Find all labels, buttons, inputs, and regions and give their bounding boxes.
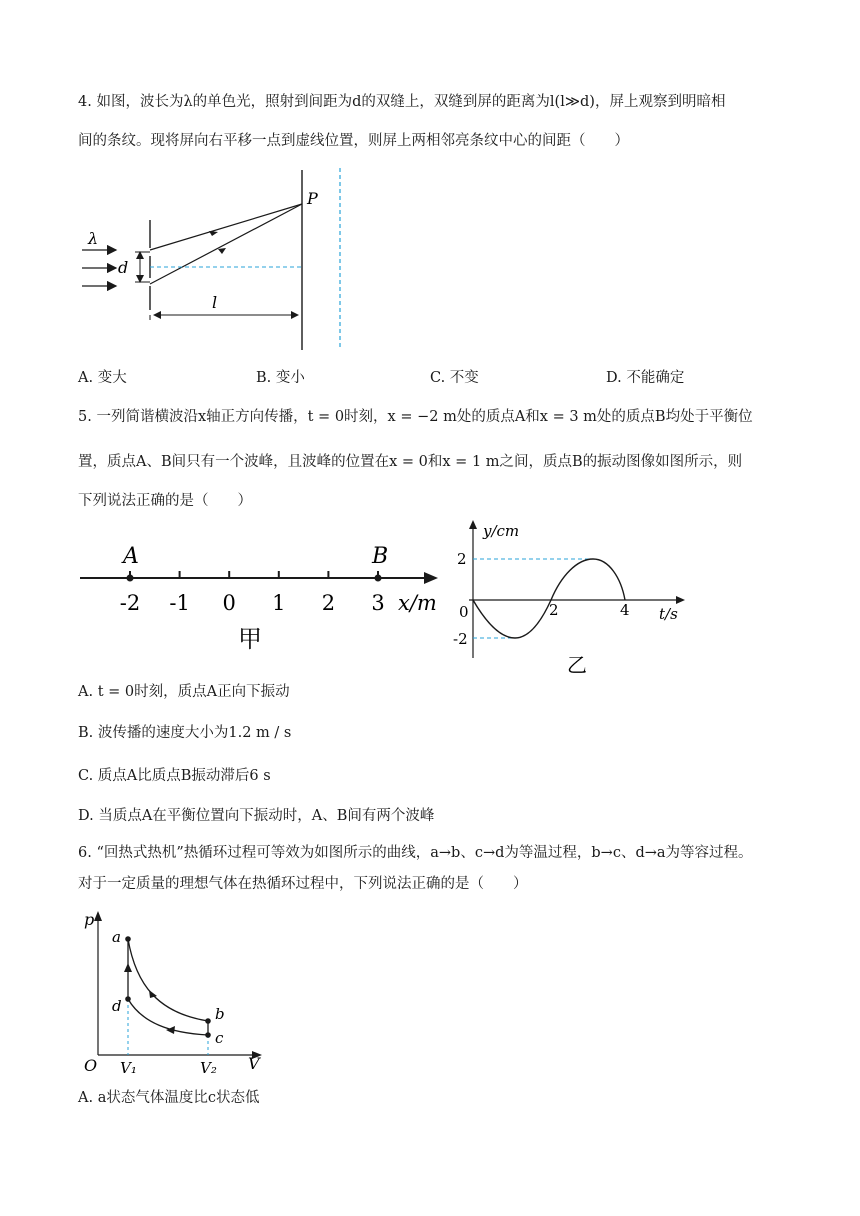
point-a-dot [127, 575, 134, 582]
q6-pv-diagram [78, 905, 278, 1080]
x-tick-label: 1 [272, 591, 286, 615]
q4-stem-line2: 间的条纹。现将屏向右平移一点到虚线位置，则屏上两相邻亮条纹中心的间距（ ） [78, 133, 629, 149]
v-label: V [248, 1054, 260, 1073]
q5-figure-jia [78, 530, 448, 660]
l-label: l [212, 293, 218, 312]
p-label: p [84, 910, 95, 929]
y-tick-neg2: -2 [453, 630, 468, 648]
x-tick-label: 0 [222, 591, 236, 615]
q4-option-c[interactable]: C. 不变 [430, 370, 479, 386]
t-tick-2: 2 [549, 601, 559, 619]
x-axis-label: x/m [398, 591, 437, 615]
x-tick-label: 3 [371, 591, 385, 615]
y-axis-label: y/cm [483, 522, 520, 540]
y-tick-2: 2 [457, 550, 467, 568]
q6-stem-line2: 对于一定质量的理想气体在热循环过程中，下列说法正确的是（ ） [78, 876, 528, 892]
p-label: P [307, 189, 318, 208]
x-tick-label: -1 [169, 591, 190, 615]
point-b-label: b [215, 1005, 225, 1023]
q5-stem-line1: 5. 一列简谐横波沿x轴正方向传播，t = 0时刻，x = −2 m处的质点A和x = 3 m处的质点B均处于平衡位 [78, 409, 753, 425]
isotherm-ab [128, 939, 208, 1021]
lambda-label: λ [88, 229, 99, 248]
point-a-label: A [123, 544, 139, 569]
t-tick-0: 0 [459, 603, 469, 621]
q4-double-slit-figure [78, 160, 378, 360]
point-d-label: d [112, 997, 122, 1015]
q6-option-a[interactable]: A. a状态气体温度比c状态低 [78, 1090, 260, 1106]
t-axis-label: t/s [659, 605, 678, 623]
point-c-label: c [215, 1029, 224, 1047]
q4-option-b[interactable]: B. 变小 [256, 370, 305, 386]
q6-stem-line1: 6. “回热式热机”热循环过程可等效为如图所示的曲线，a→b、c→d为等温过程，b→c、d→a为等容过程。 [78, 845, 753, 861]
v1-label: V₁ [120, 1059, 137, 1077]
q5-figure-yi [443, 518, 693, 678]
q4-stem-line1: 4. 如图，波长为λ的单色光，照射到间距为d的双缝上，双缝到屏的距离为l(l≫d)，屏上观察到明暗相 [78, 94, 726, 110]
point-a-label: a [112, 928, 121, 946]
t-tick-4: 4 [620, 601, 630, 619]
caption-jia: 甲 [238, 625, 262, 653]
d-label: d [118, 258, 129, 277]
q5-option-b[interactable]: B. 波传播的速度大小为1.2 m / s [78, 725, 292, 741]
q5-stem-line2: 置，质点A、B间只有一个波峰，且波峰的位置在x = 0和x = 1 m之间，质点B的振动图像如图所示，则 [78, 454, 743, 470]
origin-label: O [84, 1056, 98, 1075]
q5-option-c[interactable]: C. 质点A比质点B振动滞后6 s [78, 768, 271, 784]
q5-option-d[interactable]: D. 当质点A在平衡位置向下振动时，A、B间有两个波峰 [78, 808, 435, 824]
point-b-dot [375, 575, 382, 582]
q4-option-d[interactable]: D. 不能确定 [606, 370, 685, 386]
point-b-label: B [372, 544, 389, 569]
ray-upper [150, 204, 302, 250]
caption-yi: 乙 [567, 653, 587, 677]
v2-label: V₂ [200, 1059, 217, 1077]
x-tick-label: -2 [119, 591, 141, 615]
x-tick-label: 2 [321, 591, 336, 615]
q5-option-a[interactable]: A. t = 0时刻，质点A正向下振动 [78, 684, 290, 700]
ray-lower [150, 204, 302, 284]
vibration-curve [473, 559, 625, 638]
q4-option-a[interactable]: A. 变大 [78, 370, 127, 386]
q5-stem-line3: 下列说法正确的是（ ） [78, 493, 252, 509]
